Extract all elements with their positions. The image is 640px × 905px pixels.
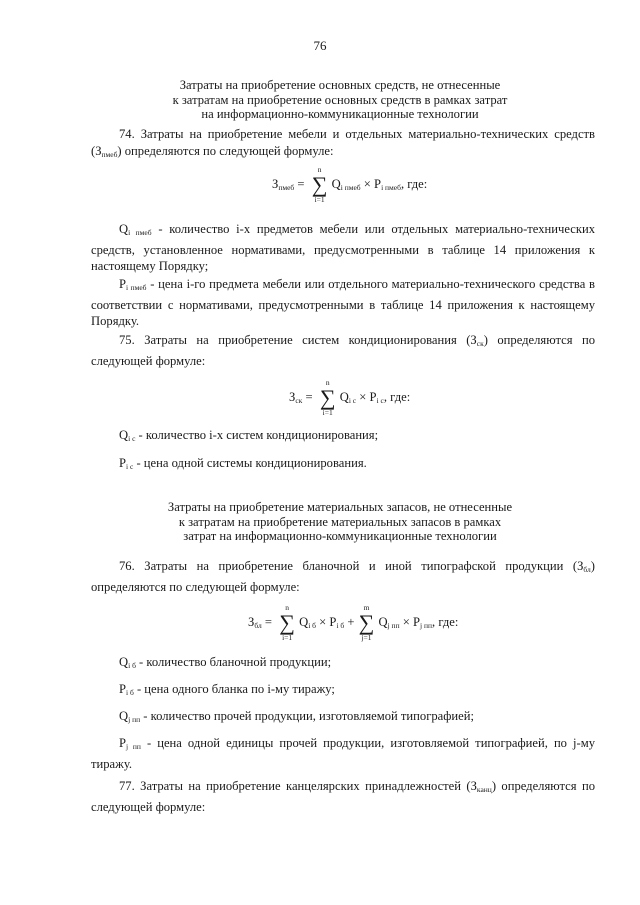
paragraph-text: ) определяются по следующей формуле:	[117, 143, 334, 158]
definition-p-furniture	[91, 276, 595, 330]
sum-lower-limit: i=1	[314, 195, 325, 204]
formula-variable: P	[369, 389, 377, 404]
definition-p-other-products	[91, 735, 595, 772]
formula-subscript: i пмеб	[340, 182, 361, 192]
formula-subscript: бл	[254, 620, 262, 630]
symbol: Q	[119, 709, 129, 723]
paragraph-text: 75. Затраты на приобретение систем кондиционирования (З	[119, 333, 477, 347]
symbol: P	[119, 736, 127, 750]
formula-subscript: ск	[295, 395, 303, 405]
definition-text: - цена одной системы кондиционирования.	[133, 456, 367, 470]
definition-p-air-conditioning	[91, 455, 595, 476]
heading-line: Затраты на приобретение материальных запасов, не отнесенные	[167, 500, 513, 514]
paragraph-text: ) определяются по следующей формуле:	[91, 559, 595, 594]
sum-operator	[317, 379, 339, 417]
times-sign: ×	[359, 389, 367, 404]
subscript: j пп	[126, 742, 141, 751]
times-sign: ×	[319, 614, 327, 629]
equals-sign: =	[305, 389, 313, 404]
formula-tail: , где:	[383, 389, 411, 404]
paragraph-text: 77. Затраты на приобретение канцелярских принадлежностей (З	[119, 779, 477, 793]
formula-lhs: З	[272, 176, 279, 191]
plus-sign: +	[347, 614, 355, 629]
definition-text: - количество прочей продукции, изготовляемой типографией;	[140, 709, 474, 723]
subscript: канц	[476, 785, 492, 794]
sum-operator	[309, 166, 331, 204]
formula-furniture	[272, 166, 427, 204]
formula-variable: P	[329, 614, 337, 629]
sum-lower-limit: j=1	[361, 633, 372, 642]
definition-text: - количество i-х предметов мебели или отдельных материально-технических средств, установленное нормативами, предусмотренными в таблице 14 приложения к настоящему Порядку;	[91, 222, 595, 273]
symbol: P	[119, 456, 127, 470]
heading-line: к затратам на приобретение основных средств в рамках затрат	[172, 92, 508, 107]
symbol: Q	[119, 428, 129, 442]
formula-subscript: пмеб	[278, 182, 295, 192]
formula-variable: Q	[339, 389, 349, 404]
subscript: i пмеб	[128, 228, 152, 237]
subscript: j пп	[128, 715, 141, 724]
symbol: Q	[119, 222, 129, 236]
sum-upper-limit: m	[363, 603, 370, 612]
formula-subscript: i с	[348, 395, 357, 405]
sum-upper-limit: n	[325, 378, 330, 387]
definition-text: - цена одного бланка по i-му тиражу;	[133, 682, 335, 696]
sigma-icon: ∑	[358, 610, 375, 635]
formula-lhs: З	[289, 389, 296, 404]
page-number: 76	[313, 38, 327, 53]
formula-subscript: i пмеб	[381, 182, 401, 192]
subscript: ск	[476, 339, 484, 348]
subscript: пмеб	[101, 149, 118, 159]
paragraph-text: ) определяются по следующей формуле:	[91, 333, 595, 368]
formula-tail: , где:	[400, 176, 428, 191]
paragraph-74	[91, 126, 595, 163]
definition-text: - количество бланочной продукции;	[135, 655, 332, 669]
sigma-icon: ∑	[311, 172, 328, 197]
formula-subscript: i с	[376, 395, 384, 405]
sum-lower-limit: i=1	[282, 633, 293, 642]
times-sign: ×	[402, 614, 410, 629]
subscript: i с	[128, 434, 136, 443]
subscript: i б	[126, 688, 134, 697]
definition-text: - цена i-го предмета мебели или отдельного материально-технического средства в соответствии с нормативами, предусмотренными в таблице 14 приложения к настоящему Порядку.	[91, 277, 595, 328]
sum-upper-limit: n	[317, 165, 322, 174]
subscript: бл	[583, 565, 591, 574]
heading-line: к затратам на приобретение материальных запасов в рамках	[178, 514, 502, 529]
definition-text: - количество i-х систем кондиционирования;	[135, 428, 379, 442]
section-heading-fixed-assets	[90, 78, 590, 122]
sigma-icon: ∑	[319, 385, 336, 410]
formula-lhs: З	[248, 614, 255, 629]
definition-q-furniture	[91, 221, 595, 275]
formula-subscript: i б	[336, 620, 345, 630]
subscript: i с	[126, 462, 134, 471]
definition-q-other-products	[91, 708, 595, 729]
formula-subscript: i б	[308, 620, 316, 630]
sum-operator	[355, 604, 377, 642]
definition-text: - цена одной единицы прочей продукции, изготовляемой типографией, по j-му тиражу.	[91, 736, 595, 771]
symbol: P	[119, 277, 127, 291]
definition-q-blank-products	[91, 654, 595, 675]
equals-sign: =	[297, 176, 305, 191]
sigma-icon: ∑	[279, 610, 295, 635]
heading-line: затрат на информационно-коммуникационные технологии	[183, 529, 497, 543]
paragraph-text: ) определяются по следующей формуле:	[91, 779, 595, 814]
sum-lower-limit: i=1	[322, 408, 333, 417]
sum-upper-limit: n	[285, 603, 289, 612]
formula-variable: P	[374, 176, 382, 191]
subscript: i б	[128, 661, 136, 670]
formula-variable: Q	[378, 614, 388, 629]
paragraph-77	[91, 778, 595, 815]
symbol: P	[119, 682, 127, 696]
paragraph-text: 74. Затраты на приобретение мебели и отдельных материально-технических средств (З	[91, 127, 595, 158]
symbol: Q	[119, 655, 129, 669]
paragraph-75	[91, 332, 595, 369]
subscript: i пмеб	[126, 283, 147, 292]
formula-variable: Q	[331, 176, 341, 191]
formula-tail: , где:	[432, 614, 459, 629]
formula-subscript: j пп	[387, 620, 400, 630]
section-heading-material-stock	[90, 500, 590, 544]
formula-variable: P	[413, 614, 421, 629]
heading-line: на информационно-коммуникационные технологии	[201, 107, 479, 121]
formula-printed-products	[248, 604, 458, 642]
sum-operator	[276, 604, 298, 642]
heading-line: Затраты на приобретение основных средств, не отнесенные	[179, 78, 501, 92]
times-sign: ×	[363, 176, 371, 191]
paragraph-text: 76. Затраты на приобретение бланочной и иной типографской продукции (З	[119, 559, 584, 573]
equals-sign: =	[264, 614, 272, 629]
formula-variable: Q	[299, 614, 309, 629]
formula-subscript: j пп	[420, 620, 433, 630]
definition-p-blank	[91, 681, 595, 702]
definition-q-air-conditioning	[91, 427, 595, 448]
formula-air-conditioning	[289, 379, 410, 417]
paragraph-76	[91, 558, 595, 595]
